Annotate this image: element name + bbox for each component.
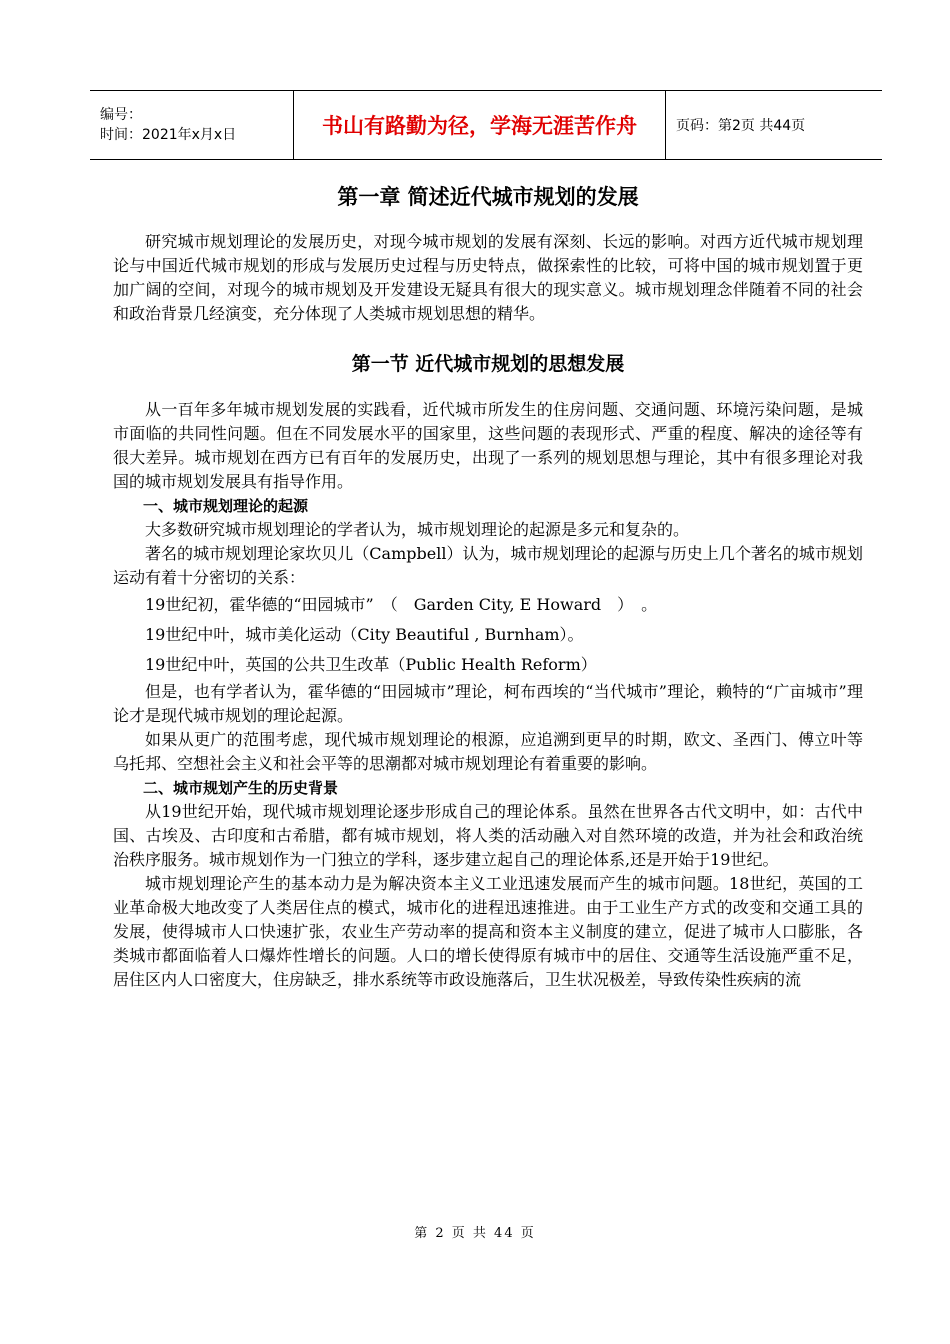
part1-heading: 一、城市规划理论的起源 [143,497,309,515]
list-item: 19世纪中叶，城市美化运动（City Beautiful , Burnham）。 [145,625,584,644]
section-intro: 从一百年多年城市规划发展的实践看，近代城市所发生的住房问题、交通问题、环境污染问题，是城市面临的共同性问题。但在不同发展水平的国家里，这些问题的表现形式、严重的程度、解决的途径等有很大差异。城市规划在西方已有百年的发展历史，出现了一系列的规划思想与理论，其中有很多理论对我国的城市规划发展具有指导作用。 [113,400,863,491]
document-body [113,178,863,992]
paragraph: 如果从更广的范围考虑，现代城市规划理论的根源，应追溯到更早的时期，欧文、圣西门、傅立叶等乌托邦、空想社会主义和社会平等的思潮都对城市规划理论有着重要的影响。 [113,730,863,773]
paragraph: 著名的城市规划理论家坎贝儿（Campbell）认为，城市规划理论的起源与历史上几个著名的城市规划运动有着十分密切的关系： [113,544,863,587]
page-number-label: 页码：第2页 共44页 [676,118,806,134]
paragraph: 城市规划理论产生的基本动力是为解决资本主义工业迅速发展而产生的城市问题。18世纪，英国的工业革命极大地改变了人类居住点的模式，城市化的进程迅速推进。由于工业生产方式的改变和交通工具的发展，使得城市人口快速扩张，农业生产劳动率的提高和资本主义制度的建立，促进了城市人口膨胀，各类城市都面临着人口爆炸性增长的问题。人口的增长使得原有城市中的居住、交通等生活设施严重不足，居住区内人口密度大，住房缺乏，排水系统等市政设施落后，卫生状况极差，导致传染性疾病的流 [113,874,863,989]
document-number: 编号： [100,107,142,123]
part2-heading: 二、城市规划产生的历史背景 [143,779,339,797]
paragraph: 但是，也有学者认为，霍华德的“田园城市”理论，柯布西埃的“当代城市”理论，赖特的“广亩城市”理论才是现代城市规划的理论起源。 [113,682,863,725]
list-item: 19世纪初，霍华德的“田园城市” （ Garden City, E Howard ） 。 [145,595,658,614]
header-motto [293,91,666,159]
header-page [666,91,882,159]
header-meta [90,91,293,159]
chapter-intro: 研究城市规划理论的发展历史，对现今城市规划的发展有深刻、长远的影响。对西方近代城市规划理论与中国近代城市规划的形成与发展历史过程与历史特点，做探索性的比较，可将中国的城市规划置于更加广阔的空间，对现今的城市规划及开发建设无疑具有很大的现实意义。城市规划理念伴随着不同的社会和政治背景几经演变，充分体现了人类城市规划思想的精华。 [113,232,863,323]
chapter-title: 第一章 简述近代城市规划的发展 [337,185,639,209]
page-footer: 第 2 页 共 44 页 [414,1226,536,1241]
document-time: 时间：2021年x月x日 [100,127,237,143]
paragraph: 大多数研究城市规划理论的学者认为，城市规划理论的起源是多元和复杂的。 [145,520,690,539]
document-header [90,90,882,160]
motto-text: 书山有路勤为径，学海无涯苦作舟 [322,113,637,138]
paragraph: 从19世纪开始，现代城市规划理论逐步形成自己的理论体系。虽然在世界各古代文明中，如：古代中国、古埃及、古印度和古希腊，都有城市规划，将人类的活动融入对自然环境的改造，并为社会和政治统治秩序服务。城市规划作为一门独立的学科，逐步建立起自己的理论体系,还是开始于19世纪。 [113,802,863,869]
section-title: 第一节 近代城市规划的思想发展 [351,353,625,375]
list-item: 19世纪中叶，英国的公共卫生改革（Public Health Reform） [145,655,597,674]
